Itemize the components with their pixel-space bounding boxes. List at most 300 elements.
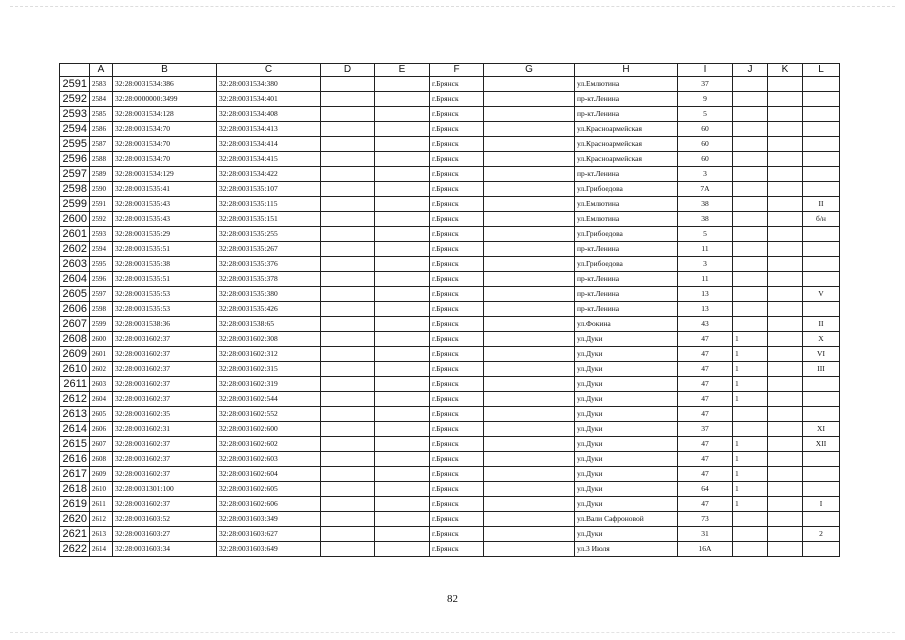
cell-b: 32:28:0031538:36 <box>113 317 217 332</box>
cell-h: ул.Дуки <box>575 527 678 542</box>
cell-e <box>375 347 430 362</box>
cell-l <box>803 182 840 197</box>
cell-e <box>375 422 430 437</box>
cell-b: 32:28:0031603:52 <box>113 512 217 527</box>
table-row <box>60 392 840 407</box>
cell-j <box>733 287 768 302</box>
cell-c: 32:28:0031602:319 <box>217 377 321 392</box>
cell-h: пр-кт.Ленина <box>575 242 678 257</box>
cell-c: 32:28:0031538:65 <box>217 317 321 332</box>
cell-a: 2600 <box>90 332 113 347</box>
cell-l <box>803 377 840 392</box>
cell-c: 32:28:0031602:312 <box>217 347 321 362</box>
cell-d <box>321 452 375 467</box>
cell-d <box>321 317 375 332</box>
cell-d <box>321 197 375 212</box>
cell-e <box>375 137 430 152</box>
cell-e <box>375 497 430 512</box>
spreadsheet-table <box>59 63 840 557</box>
cell-k <box>768 332 803 347</box>
cell-j <box>733 512 768 527</box>
row-number-cell: 2614 <box>60 422 90 437</box>
table-row <box>60 332 840 347</box>
cell-c: 32:28:0031602:600 <box>217 422 321 437</box>
cell-k <box>768 272 803 287</box>
cell-b: 32:28:0031602:37 <box>113 467 217 482</box>
cell-j <box>733 77 768 92</box>
cell-a: 2585 <box>90 107 113 122</box>
cell-d <box>321 287 375 302</box>
cell-c: 32:28:0031535:426 <box>217 302 321 317</box>
cell-a: 2586 <box>90 122 113 137</box>
cell-f: г.Брянск <box>430 182 484 197</box>
column-header-e: E <box>375 64 430 77</box>
table-row <box>60 257 840 272</box>
cell-g <box>484 377 575 392</box>
cell-d <box>321 92 375 107</box>
cell-k <box>768 167 803 182</box>
cell-b: 32:28:0031602:37 <box>113 347 217 362</box>
table-row <box>60 482 840 497</box>
cell-f: г.Брянск <box>430 347 484 362</box>
cell-g <box>484 107 575 122</box>
cell-l <box>803 227 840 242</box>
table-row <box>60 227 840 242</box>
cell-e <box>375 92 430 107</box>
cell-l <box>803 482 840 497</box>
cell-e <box>375 362 430 377</box>
cell-i: 47 <box>678 347 733 362</box>
cell-c: 32:28:0031534:415 <box>217 152 321 167</box>
cell-j: 1 <box>733 437 768 452</box>
cell-k <box>768 467 803 482</box>
cell-f: г.Брянск <box>430 197 484 212</box>
cell-i: 13 <box>678 287 733 302</box>
cell-g <box>484 167 575 182</box>
cell-j <box>733 92 768 107</box>
cell-g <box>484 347 575 362</box>
cell-l <box>803 152 840 167</box>
cell-a: 2613 <box>90 527 113 542</box>
row-number-cell: 2595 <box>60 137 90 152</box>
cell-d <box>321 122 375 137</box>
cell-a: 2603 <box>90 377 113 392</box>
column-header-g: G <box>484 64 575 77</box>
row-number-cell: 2596 <box>60 152 90 167</box>
table-row <box>60 527 840 542</box>
cell-b: 32:28:0031602:37 <box>113 452 217 467</box>
cell-c: 32:28:0031602:603 <box>217 452 321 467</box>
cell-h: ул.Красноармейская <box>575 137 678 152</box>
cell-h: ул.Дуки <box>575 467 678 482</box>
cell-j <box>733 107 768 122</box>
table-row <box>60 362 840 377</box>
cell-j: 1 <box>733 482 768 497</box>
cell-l: XI <box>803 422 840 437</box>
cell-j: 1 <box>733 377 768 392</box>
cell-i: 9 <box>678 92 733 107</box>
cell-h: ул.Дуки <box>575 452 678 467</box>
cell-b: 32:28:0031535:53 <box>113 302 217 317</box>
cell-d <box>321 227 375 242</box>
cell-g <box>484 497 575 512</box>
cell-c: 32:28:0031602:606 <box>217 497 321 512</box>
cell-f: г.Брянск <box>430 407 484 422</box>
cell-b: 32:28:0031603:34 <box>113 542 217 557</box>
cell-e <box>375 452 430 467</box>
cell-h: ул.Дуки <box>575 482 678 497</box>
cell-l <box>803 542 840 557</box>
cell-e <box>375 467 430 482</box>
cell-k <box>768 227 803 242</box>
table-row <box>60 317 840 332</box>
cell-b: 32:28:0031535:43 <box>113 197 217 212</box>
table-row <box>60 107 840 122</box>
cell-h: пр-кт.Ленина <box>575 92 678 107</box>
cell-g <box>484 317 575 332</box>
cell-a: 2589 <box>90 167 113 182</box>
table-row <box>60 137 840 152</box>
cell-b: 32:28:0031602:37 <box>113 437 217 452</box>
table-row <box>60 437 840 452</box>
table-row <box>60 467 840 482</box>
cell-g <box>484 407 575 422</box>
cell-h: ул.Дуки <box>575 377 678 392</box>
row-number-cell: 2616 <box>60 452 90 467</box>
cell-g <box>484 182 575 197</box>
cell-d <box>321 407 375 422</box>
cell-j <box>733 257 768 272</box>
cell-a: 2604 <box>90 392 113 407</box>
cell-k <box>768 512 803 527</box>
cell-a: 2610 <box>90 482 113 497</box>
cell-i: 60 <box>678 152 733 167</box>
cell-j: 1 <box>733 497 768 512</box>
cell-c: 32:28:0031534:422 <box>217 167 321 182</box>
cell-h: ул.Дуки <box>575 347 678 362</box>
cell-d <box>321 392 375 407</box>
cell-j <box>733 242 768 257</box>
cell-b: 32:28:0031535:41 <box>113 182 217 197</box>
cell-j: 1 <box>733 467 768 482</box>
row-number-cell: 2601 <box>60 227 90 242</box>
cell-d <box>321 302 375 317</box>
cell-d <box>321 437 375 452</box>
scan-edge-bottom <box>10 632 895 633</box>
cell-a: 2583 <box>90 77 113 92</box>
row-number-cell: 2597 <box>60 167 90 182</box>
cell-f: г.Брянск <box>430 467 484 482</box>
cell-k <box>768 542 803 557</box>
cell-d <box>321 422 375 437</box>
cell-i: 60 <box>678 137 733 152</box>
cell-f: г.Брянск <box>430 332 484 347</box>
row-number-cell: 2603 <box>60 257 90 272</box>
cell-g <box>484 302 575 317</box>
cell-c: 32:28:0031602:552 <box>217 407 321 422</box>
cell-f: г.Брянск <box>430 392 484 407</box>
corner-cell <box>60 64 90 77</box>
cell-h: ул.Грибоедова <box>575 257 678 272</box>
row-number-cell: 2609 <box>60 347 90 362</box>
cell-b: 32:28:0031602:37 <box>113 377 217 392</box>
row-number-cell: 2620 <box>60 512 90 527</box>
cell-k <box>768 182 803 197</box>
cell-h: пр-кт.Ленина <box>575 167 678 182</box>
cell-d <box>321 152 375 167</box>
cell-l <box>803 92 840 107</box>
cell-a: 2588 <box>90 152 113 167</box>
cell-h: ул.Фокина <box>575 317 678 332</box>
cell-f: г.Брянск <box>430 527 484 542</box>
cell-j <box>733 182 768 197</box>
cell-h: пр-кт.Ленина <box>575 107 678 122</box>
cell-f: г.Брянск <box>430 272 484 287</box>
cell-c: 32:28:0031535:115 <box>217 197 321 212</box>
cell-l <box>803 272 840 287</box>
table-row <box>60 167 840 182</box>
cell-b: 32:28:0000000:3499 <box>113 92 217 107</box>
cell-g <box>484 392 575 407</box>
cell-e <box>375 182 430 197</box>
cell-i: 37 <box>678 77 733 92</box>
row-number-cell: 2606 <box>60 302 90 317</box>
cell-i: 64 <box>678 482 733 497</box>
row-number-cell: 2612 <box>60 392 90 407</box>
cell-b: 32:28:0031535:38 <box>113 257 217 272</box>
cell-e <box>375 77 430 92</box>
cell-b: 32:28:0031602:35 <box>113 407 217 422</box>
cell-b: 32:28:0031535:43 <box>113 212 217 227</box>
cell-c: 32:28:0031603:627 <box>217 527 321 542</box>
cell-g <box>484 452 575 467</box>
cell-l: II <box>803 317 840 332</box>
row-number-cell: 2610 <box>60 362 90 377</box>
row-number-cell: 2611 <box>60 377 90 392</box>
cell-f: г.Брянск <box>430 452 484 467</box>
cell-d <box>321 527 375 542</box>
cell-a: 2596 <box>90 272 113 287</box>
cell-j <box>733 137 768 152</box>
cell-j <box>733 302 768 317</box>
cell-l <box>803 77 840 92</box>
cell-g <box>484 287 575 302</box>
cell-c: 32:28:0031535:378 <box>217 272 321 287</box>
cell-h: ул.3 Июля <box>575 542 678 557</box>
cell-i: 37 <box>678 422 733 437</box>
cell-e <box>375 287 430 302</box>
cell-h: ул.Дуки <box>575 422 678 437</box>
cell-b: 32:28:0031534:70 <box>113 122 217 137</box>
cell-c: 32:28:0031602:544 <box>217 392 321 407</box>
cell-d <box>321 332 375 347</box>
cell-i: 47 <box>678 497 733 512</box>
cell-f: г.Брянск <box>430 287 484 302</box>
cell-c: 32:28:0031535:107 <box>217 182 321 197</box>
cell-f: г.Брянск <box>430 317 484 332</box>
cell-k <box>768 92 803 107</box>
cell-g <box>484 137 575 152</box>
cell-g <box>484 212 575 227</box>
cell-g <box>484 197 575 212</box>
table-row <box>60 302 840 317</box>
cell-g <box>484 152 575 167</box>
cell-f: г.Брянск <box>430 167 484 182</box>
cell-g <box>484 332 575 347</box>
cell-d <box>321 137 375 152</box>
cell-k <box>768 407 803 422</box>
cell-c: 32:28:0031535:255 <box>217 227 321 242</box>
cell-e <box>375 317 430 332</box>
cell-j <box>733 422 768 437</box>
cell-g <box>484 257 575 272</box>
row-number-cell: 2617 <box>60 467 90 482</box>
cell-l <box>803 407 840 422</box>
cell-b: 32:28:0031602:37 <box>113 362 217 377</box>
cell-i: 7А <box>678 182 733 197</box>
cell-d <box>321 107 375 122</box>
cell-a: 2591 <box>90 197 113 212</box>
cell-a: 2599 <box>90 317 113 332</box>
cell-f: г.Брянск <box>430 77 484 92</box>
cell-i: 43 <box>678 317 733 332</box>
cell-c: 32:28:0031602:605 <box>217 482 321 497</box>
cell-j <box>733 122 768 137</box>
cell-k <box>768 287 803 302</box>
cell-b: 32:28:0031535:51 <box>113 242 217 257</box>
cell-j: 1 <box>733 362 768 377</box>
table-row <box>60 242 840 257</box>
cell-h: ул.Емлютина <box>575 197 678 212</box>
table-row <box>60 287 840 302</box>
cell-h: ул.Дуки <box>575 332 678 347</box>
cell-b: 32:28:0031602:31 <box>113 422 217 437</box>
cell-j <box>733 227 768 242</box>
row-number-cell: 2599 <box>60 197 90 212</box>
cell-a: 2598 <box>90 302 113 317</box>
cell-f: г.Брянск <box>430 257 484 272</box>
cell-i: 11 <box>678 242 733 257</box>
cell-e <box>375 197 430 212</box>
row-number-cell: 2607 <box>60 317 90 332</box>
table-row <box>60 452 840 467</box>
cell-i: 60 <box>678 122 733 137</box>
cell-e <box>375 482 430 497</box>
cell-k <box>768 77 803 92</box>
cell-h: ул.Грибоедова <box>575 182 678 197</box>
row-number-cell: 2621 <box>60 527 90 542</box>
cell-e <box>375 437 430 452</box>
cell-f: г.Брянск <box>430 422 484 437</box>
cell-l: III <box>803 362 840 377</box>
cell-b: 32:28:0031602:37 <box>113 392 217 407</box>
table-row <box>60 182 840 197</box>
cell-b: 32:28:0031603:27 <box>113 527 217 542</box>
cell-e <box>375 227 430 242</box>
cell-l <box>803 167 840 182</box>
row-number-cell: 2615 <box>60 437 90 452</box>
row-number-cell: 2622 <box>60 542 90 557</box>
cell-k <box>768 452 803 467</box>
cell-h: ул.Емлютина <box>575 77 678 92</box>
column-header-b: B <box>113 64 217 77</box>
column-header-a: A <box>90 64 113 77</box>
cell-a: 2602 <box>90 362 113 377</box>
cell-l: XII <box>803 437 840 452</box>
cell-k <box>768 242 803 257</box>
cell-h: ул.Дуки <box>575 392 678 407</box>
cell-l <box>803 302 840 317</box>
cell-d <box>321 182 375 197</box>
cell-c: 32:28:0031602:315 <box>217 362 321 377</box>
cell-a: 2593 <box>90 227 113 242</box>
cell-a: 2612 <box>90 512 113 527</box>
cell-i: 5 <box>678 107 733 122</box>
cell-h: пр-кт.Ленина <box>575 272 678 287</box>
column-header-i: I <box>678 64 733 77</box>
cell-b: 32:28:0031534:70 <box>113 152 217 167</box>
cell-b: 32:28:0031534:386 <box>113 77 217 92</box>
cell-e <box>375 512 430 527</box>
cell-d <box>321 242 375 257</box>
cell-g <box>484 437 575 452</box>
cell-j <box>733 407 768 422</box>
cell-a: 2608 <box>90 452 113 467</box>
cell-a: 2611 <box>90 497 113 512</box>
cell-f: г.Брянск <box>430 227 484 242</box>
cell-d <box>321 467 375 482</box>
cell-k <box>768 482 803 497</box>
row-number-cell: 2613 <box>60 407 90 422</box>
cell-i: 5 <box>678 227 733 242</box>
scan-edge-top <box>10 6 895 7</box>
cell-i: 16А <box>678 542 733 557</box>
cell-k <box>768 347 803 362</box>
cell-k <box>768 302 803 317</box>
cell-f: г.Брянск <box>430 512 484 527</box>
cell-k <box>768 437 803 452</box>
cell-a: 2595 <box>90 257 113 272</box>
cell-f: г.Брянск <box>430 242 484 257</box>
cell-k <box>768 377 803 392</box>
page-number: 82 <box>447 593 458 605</box>
cell-l: I <box>803 497 840 512</box>
cell-h: ул.Емлютина <box>575 212 678 227</box>
cell-i: 47 <box>678 437 733 452</box>
cell-e <box>375 332 430 347</box>
cell-l: б/н <box>803 212 840 227</box>
table-row <box>60 512 840 527</box>
cell-c: 32:28:0031535:267 <box>217 242 321 257</box>
cell-i: 38 <box>678 197 733 212</box>
cell-h: ул.Красноармейская <box>575 152 678 167</box>
row-number-cell: 2605 <box>60 287 90 302</box>
cell-i: 47 <box>678 407 733 422</box>
cell-f: г.Брянск <box>430 92 484 107</box>
cell-l <box>803 242 840 257</box>
table-row <box>60 542 840 557</box>
cell-j: 1 <box>733 452 768 467</box>
table-row <box>60 122 840 137</box>
cell-l <box>803 512 840 527</box>
column-header-c: C <box>217 64 321 77</box>
cell-d <box>321 77 375 92</box>
cell-j: 1 <box>733 332 768 347</box>
cell-e <box>375 542 430 557</box>
cell-c: 32:28:0031535:151 <box>217 212 321 227</box>
cell-e <box>375 107 430 122</box>
cell-c: 32:28:0031535:376 <box>217 257 321 272</box>
